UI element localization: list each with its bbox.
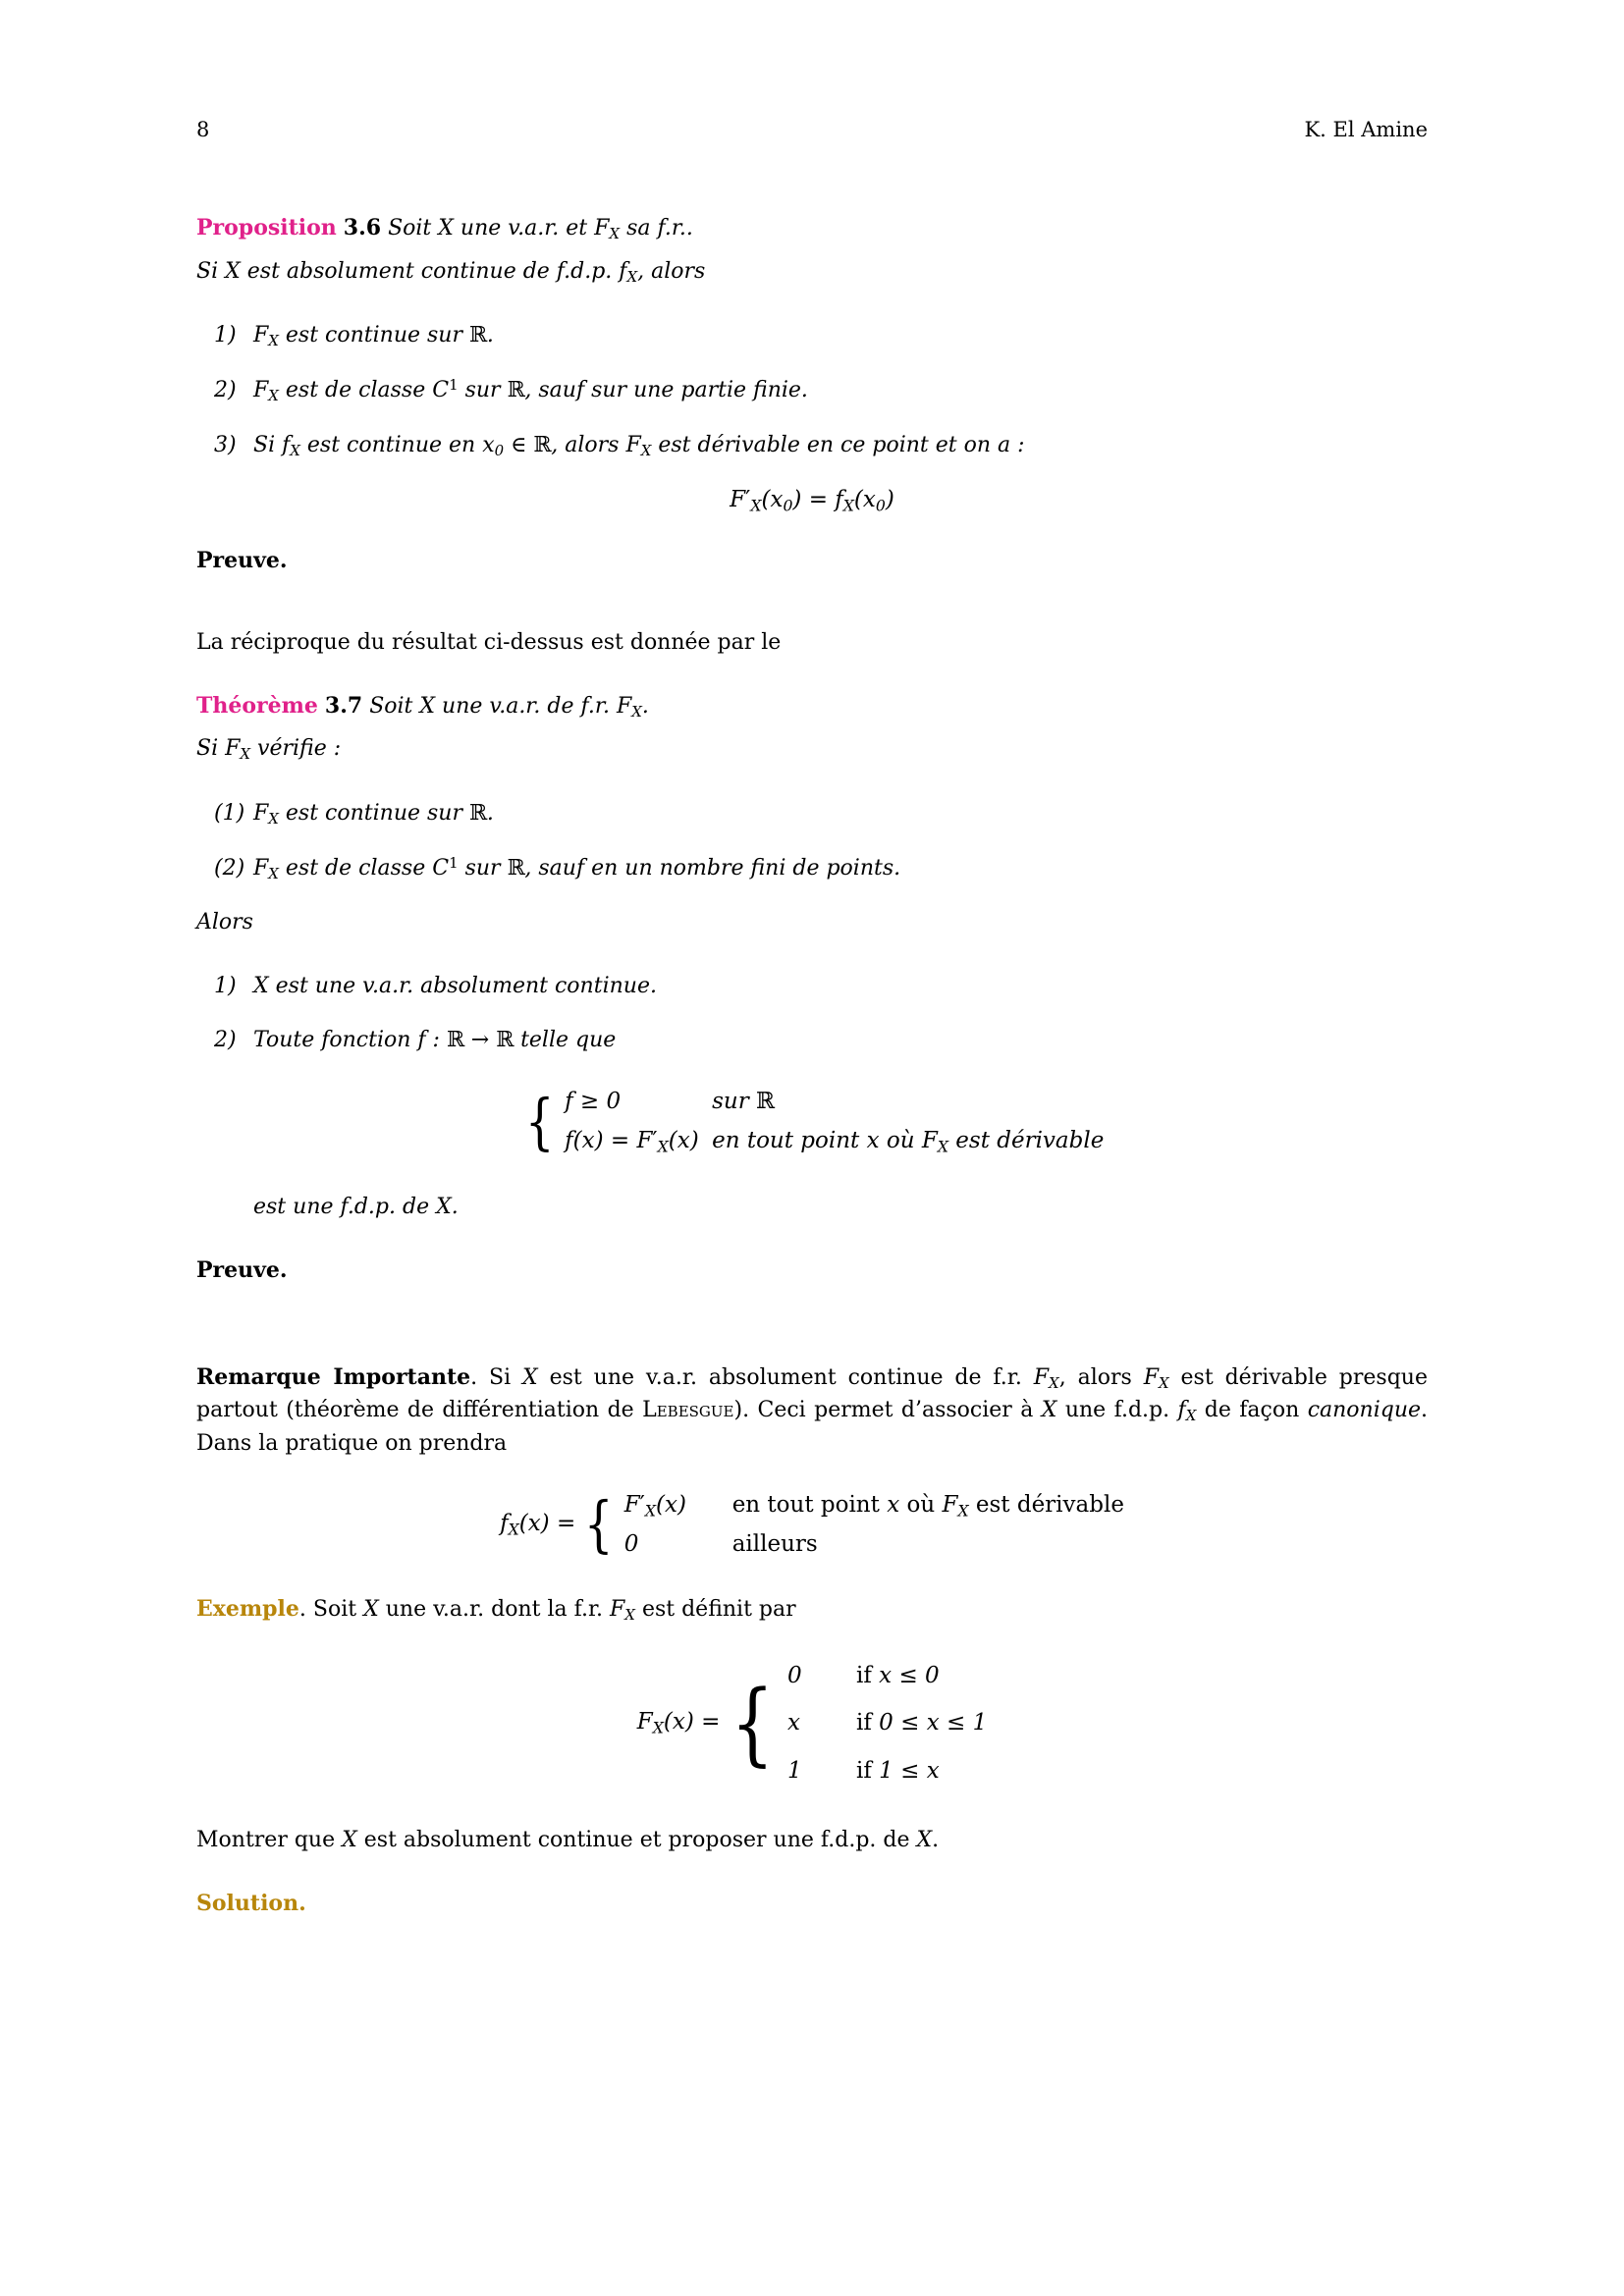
cases-group (579, 1485, 1124, 1565)
theoreme-statement-line1: Soit X une v.a.r. de f.r. $F_X$. (369, 693, 649, 721)
proposition-block (196, 212, 1428, 577)
solution-label-wrapper (196, 1888, 1428, 1920)
theoreme-cases-equation (196, 1082, 1428, 1161)
exemple-question: Montrer que X est absolument continue et proposer une f.d.p. de X. (196, 1827, 940, 1852)
cases-row (787, 1747, 987, 1794)
list-item (196, 797, 1428, 830)
remarque-block (196, 1362, 1428, 1565)
proposition-proof-label: Preuve. (196, 547, 288, 573)
cases-row (565, 1082, 1104, 1121)
exemple-intro: Exemple. Soit X une v.a.r. dont la f.r. $F_X$ est définit par (196, 1596, 796, 1625)
cases-rhs: en tout point x où $F_X$ est dérivable (712, 1128, 1105, 1156)
bridge-text: La réciproque du résultat ci-dessus est donnée par le (196, 629, 782, 655)
item-number: 2) (214, 378, 237, 402)
proposition-item-list (196, 319, 1428, 461)
left-brace-icon: { (731, 1670, 775, 1776)
item-number: 1) (214, 323, 237, 348)
item-text: $F_X$ est de classe $C^1$ sur ℝ, sauf sur une partie finie. (253, 375, 808, 405)
item-text: $F_X$ est continue sur ℝ. (253, 323, 494, 350)
list-item (196, 1024, 1428, 1056)
proposition-keyword: Proposition (196, 215, 337, 240)
cases-rhs: if 1 ≤ x (855, 1757, 940, 1784)
cases-lhs: 1 (786, 1757, 802, 1784)
theoreme-statement-line2: Si $F_X$ vérifie : (196, 736, 342, 764)
theoreme-keyword: Théorème (196, 692, 318, 719)
cases-rhs: if 0 ≤ x ≤ 1 (855, 1710, 988, 1736)
cases-lhs: 0 (623, 1531, 639, 1558)
cases-rhs: ailleurs (731, 1531, 818, 1558)
proposition-equation: $F'_X(x_0) = f_X(x_0)$ (730, 487, 894, 515)
cases-row (624, 1485, 1124, 1524)
theoreme-block (196, 690, 1428, 1287)
proposition-number: 3.6 (343, 215, 382, 240)
item-number: (1) (214, 800, 245, 826)
theoreme-conclusion-list (196, 970, 1428, 1056)
proposition-statement-line1: Soit X une v.a.r. et $F_X$ sa f.r.. (388, 216, 693, 243)
theoreme-proof-label: Preuve. (196, 1256, 288, 1283)
item-text: X est une v.a.r. absolument continue. (253, 974, 657, 999)
item-number: 2) (214, 1028, 237, 1053)
canonique-emphasis: canonique (1307, 1398, 1422, 1423)
list-item (196, 429, 1428, 462)
equation-lead: $F_X(x)$ = (636, 1709, 721, 1737)
item-text: $F_X$ est de classe $C^1$ sur ℝ, sauf en un nombre fini de points. (253, 853, 901, 882)
theoreme-hypothesis-list (196, 797, 1428, 884)
exemple-label: Exemple (196, 1596, 299, 1623)
item-number: (2) (214, 855, 245, 881)
left-brace-icon: { (524, 1085, 555, 1157)
list-item (196, 970, 1428, 1002)
cases-group (520, 1082, 1105, 1161)
remarque-paragraph: Remarque Importante. Si X est une v.a.r. absolument continue de f.r. $F_X$, alors $F_X$ est dérivable presque partout (théorème de différentiation de Lebesgue). Ceci permet d’associer à X une f.d.p. $f_X$ de façon canonique. Dans la pratique on prendra (196, 1363, 1429, 1456)
item-text: Toute fonction f : ℝ → ℝ telle que (253, 1028, 617, 1053)
cases-row (787, 1699, 987, 1746)
item-number: 3) (214, 432, 237, 457)
page-header (196, 118, 1428, 141)
list-item (196, 851, 1428, 884)
theoreme-closing: est une f.d.p. de X. (253, 1194, 459, 1219)
exemple-equation (196, 1652, 1428, 1794)
cases-rhs: sur ℝ (712, 1089, 775, 1115)
item-number: 1) (214, 974, 237, 999)
lebesgue-name: Lebesgue (642, 1398, 734, 1423)
cases-row (787, 1652, 987, 1699)
list-item (196, 319, 1428, 352)
item-text: Si $f_X$ est continue en $x_0$ ∈ ℝ, alors $F_X$ est dérivable en ce point et on a : (253, 432, 1025, 459)
proposition-heading (196, 212, 1428, 245)
cases-lhs: $f(x) = F'_X(x)$ (565, 1128, 699, 1156)
list-item (196, 374, 1428, 407)
theoreme-heading (196, 690, 1428, 723)
item-text: $F_X$ est continue sur ℝ. (253, 800, 494, 828)
theoreme-alors-label: Alors (196, 910, 253, 935)
cases-lhs: f ≥ 0 (565, 1089, 622, 1115)
solution-label: Solution. (196, 1890, 306, 1916)
exemple-block (196, 1593, 1428, 1920)
author-name: K. El Amine (1304, 118, 1428, 141)
cases-lhs: x (786, 1710, 800, 1736)
page-number: 8 (196, 118, 210, 141)
theoreme-number: 3.7 (324, 692, 363, 719)
cases-lhs: 0 (786, 1663, 802, 1689)
left-brace-icon: { (584, 1488, 614, 1561)
cases-rhs: en tout point x où $F_X$ est dérivable (731, 1491, 1124, 1521)
remarque-label: Remarque Importante (196, 1363, 471, 1390)
cases-row (624, 1524, 1124, 1564)
cases-rhs: if x ≤ 0 (855, 1663, 940, 1689)
equation-lead: $f_X(x)$ = (500, 1510, 576, 1539)
cases-group (724, 1652, 987, 1794)
proposition-statement-line2: Si X est absolument continue de f.d.p. $f_X$, alors (196, 258, 706, 286)
cases-row (565, 1121, 1104, 1160)
cases-lhs: $F'_X(x)$ (623, 1491, 686, 1521)
remarque-equation (196, 1485, 1428, 1565)
